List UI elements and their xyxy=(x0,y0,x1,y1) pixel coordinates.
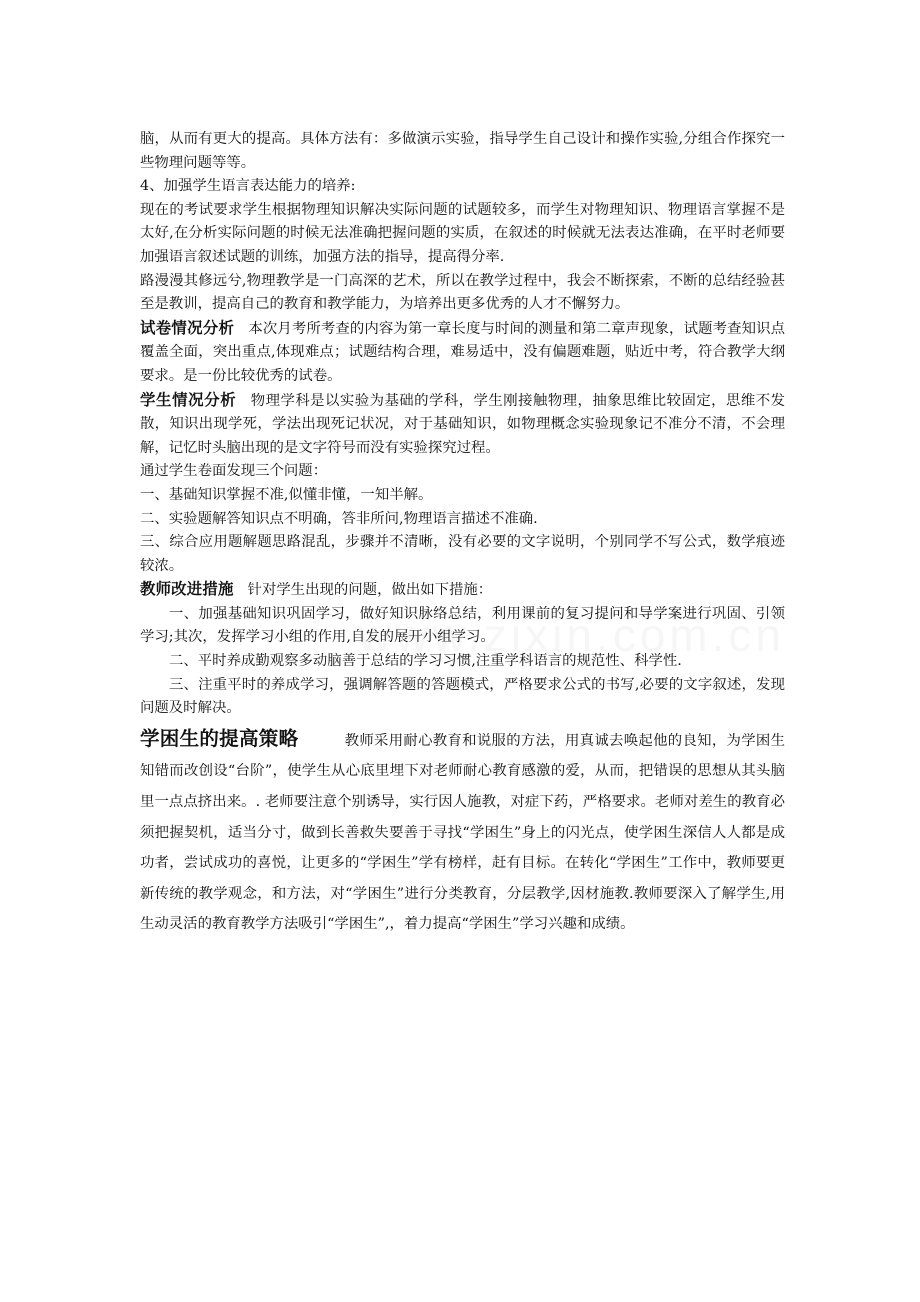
heading-exam-analysis: 试卷情况分析 xyxy=(140,318,235,337)
section-teacher-measures xyxy=(140,578,785,603)
paragraph-1: 脑，从而有更大的提高。具体方法有：多做演示实验，指导学生自己设计和操作实验,分组合作探究一些物理问题等等。 xyxy=(140,131,785,171)
document-body xyxy=(140,128,785,940)
measure-2: 二、平时养成勤观察多动脑善于总结的学习习惯,注重学科语言的规范性、科学性. xyxy=(169,653,682,670)
section-exam-analysis xyxy=(140,317,785,389)
struggling-students-text: 教师采用耐心教育和说服的方法，用真诚去唤起他的良知，为学困生知错而改创设“台阶”，使学生从心底里埋下对老师耐心教育感激的爱，从而，把错误的思想从其头脑里一点点挤出来。. 老师要注意个别诱导，实行因人施教，对症下药，严格要求。老师对差生的教育必须把握契机，适当分寸，做到长善救失要善于寻找“学困生”身上的闪光点，使学困生深信人人都是成功者，尝试成功的喜悦，让更多的“学困生”学有榜样，赶有目标。在转化“学困生”工作中，教师要更新传统的教学观念，和方法，对“学困生”进行分类教育，分层教学,因材施教.教师要深入了解学生,用生动灵活的教育教学方法吸引“学困生”,，着力提高“学困生”学习兴趣和成绩。 xyxy=(140,732,785,933)
problem-2: 二、实验题解答知识点不明确，答非所问,物理语言描述不准确. xyxy=(140,510,538,527)
problem-1: 一、基础知识掌握不准,似懂非懂，一知半解。 xyxy=(140,486,433,503)
student-analysis-text: 物理学科是以实验为基础的学科，学生刚接触物理，抽象思维比较固定，思维不发散，知识出现学死，学法出现死记状况，对于基础知识，如物理概念实验现象记不准分不清，不会理解，记忆时头脑出现的是文字符号而没有实验探究过程。 xyxy=(140,392,785,456)
heading-student-analysis: 学生情况分析 xyxy=(140,390,237,409)
section-struggling-students xyxy=(140,724,785,940)
paragraph-4: 路漫漫其修远兮,物理教学是一门高深的艺术，所以在教学过程中，我会不断探索，不断的总结经验甚至是教训，提高自己的教育和教学能力，为培养出更多优秀的人才不懈努力。 xyxy=(140,272,785,313)
measure-3: 三、注重平时的养成学习，强调解答题的答题模式，严格要求公式的书写,必要的文字叙述，发现问题及时解决。 xyxy=(140,676,785,717)
section-student-analysis xyxy=(140,389,785,461)
paragraph-2: 4、加强学生语言表达能力的培养: xyxy=(140,178,356,195)
paragraph-5: 通过学生卷面发现三个问题： xyxy=(140,463,328,480)
heading-teacher-measures: 教师改进措施 xyxy=(140,580,234,599)
teacher-measures-text: 针对学生出现的问题，做出如下措施： xyxy=(247,582,493,599)
measure-1: 一、加强基础知识巩固学习，做好知识脉络总结，利用课前的复习提问和导学案进行巩固、引领学习;其次，发挥学习小组的作用,自发的展开小组学习。 xyxy=(140,605,785,646)
paragraph-3: 现在的考试要求学生根据物理知识解决实际问题的试题较多，而学生对物理知识、物理语言掌握不是太好,在分析实际问题的时候无法准确把握问题的实质，在叙述的时候就无法表达准确，在平时老师要加强语言叙述试题的训练，加强方法的指导，提高得分率. xyxy=(140,201,785,265)
exam-analysis-text: 本次月考所考查的内容为第一章长度与时间的测量和第二章声现象，试题考查知识点覆盖全面，突出重点,体现难点；试题结构合理，难易适中，没有偏题难题，贴近中考，符合教学大纲要求。是一份比较优秀的试卷。 xyxy=(140,320,785,384)
heading-struggling-students: 学困生的提高策略 xyxy=(140,726,299,750)
problem-3: 三、综合应用题解题思路混乱，步骤并不清晰，没有必要的文字说明，个别同学不写公式，数学痕迹较浓。 xyxy=(140,534,785,574)
